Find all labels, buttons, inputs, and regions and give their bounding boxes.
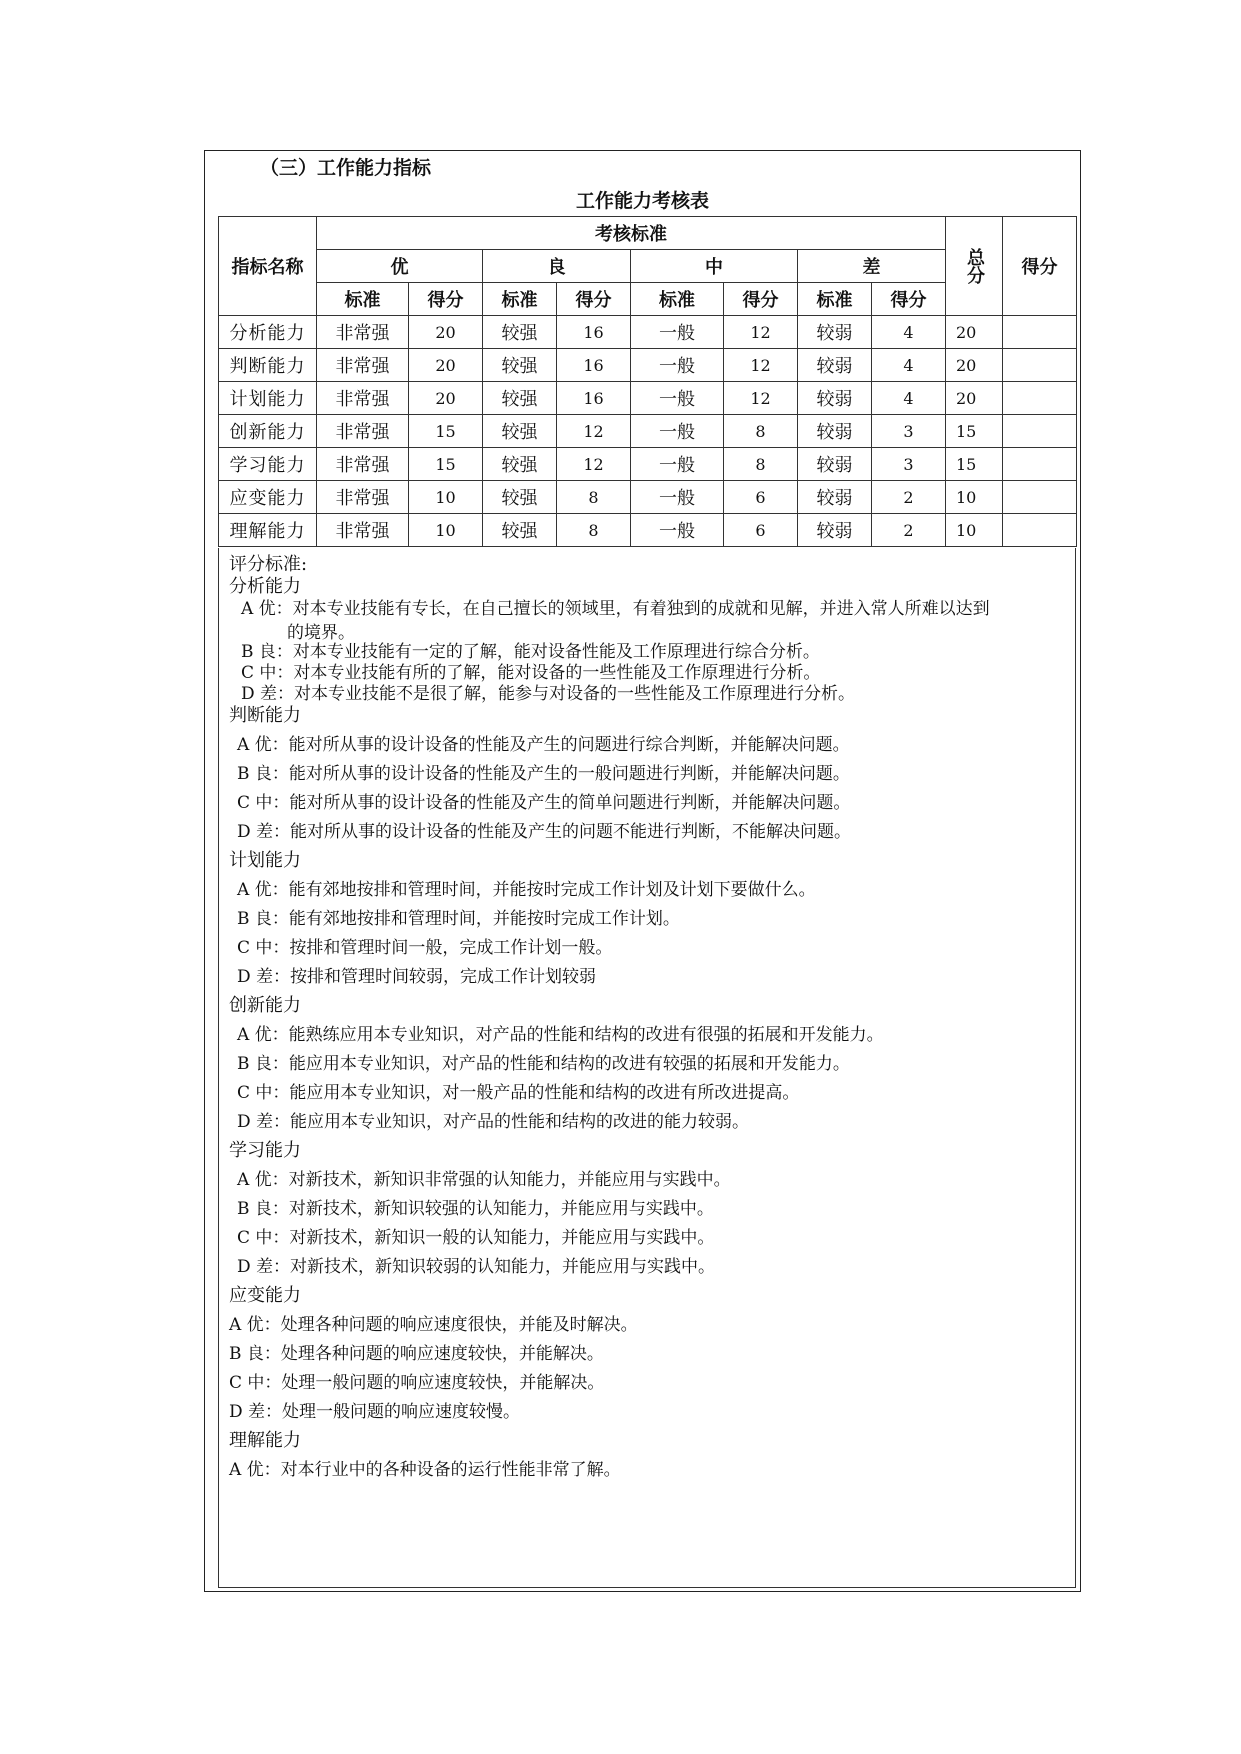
criteria-category: 理解能力 — [229, 1430, 301, 1451]
standard-cell: 一般 — [631, 316, 724, 349]
standard-cell: 较弱 — [798, 382, 872, 415]
criteria-line: C 中：处理一般问题的响应速度较快，并能解决。 — [229, 1373, 605, 1393]
standard-cell: 非常强 — [317, 382, 409, 415]
score-cell: 2 — [872, 481, 946, 514]
indicator-name: 应变能力 — [219, 481, 317, 514]
standard-cell: 较强 — [483, 514, 557, 547]
criteria-line: D 差：能对所从事的设计设备的性能及产生的问题不能进行判断，不能解决问题。 — [237, 822, 852, 842]
indicator-name: 理解能力 — [219, 514, 317, 547]
score-input-cell[interactable] — [1003, 448, 1077, 481]
standard-cell: 较弱 — [798, 481, 872, 514]
total-cell: 20 — [946, 382, 1003, 415]
standard-cell: 非常强 — [317, 415, 409, 448]
criteria-line: C 中：能应用本专业知识，对一般产品的性能和结构的改进有所改进提高。 — [237, 1083, 800, 1103]
standard-cell: 一般 — [631, 481, 724, 514]
standard-cell: 较弱 — [798, 514, 872, 547]
table-row — [219, 514, 1077, 547]
score-cell: 6 — [724, 514, 798, 547]
criteria-line: B 良：能有郊地按排和管理时间，并能按时完成工作计划。 — [237, 909, 680, 929]
scoring-criteria — [218, 548, 1076, 1588]
assessment-table — [218, 216, 1077, 547]
score-input-cell[interactable] — [1003, 316, 1077, 349]
score-input-cell[interactable] — [1003, 382, 1077, 415]
standard-cell: 较弱 — [798, 448, 872, 481]
score-cell: 16 — [557, 382, 631, 415]
criteria-line: B 良：能应用本专业知识，对产品的性能和结构的改进有较强的拓展和开发能力。 — [237, 1054, 850, 1074]
standard-cell: 较强 — [483, 481, 557, 514]
indicator-name: 分析能力 — [219, 316, 317, 349]
header-total: 总分 — [946, 217, 1003, 316]
score-cell: 8 — [557, 481, 631, 514]
header-level-poor: 差 — [798, 250, 946, 283]
score-cell: 6 — [724, 481, 798, 514]
standard-cell: 较强 — [483, 382, 557, 415]
total-cell: 10 — [946, 481, 1003, 514]
standard-cell: 较强 — [483, 349, 557, 382]
header-sub-standard: 标准 — [483, 283, 557, 316]
criteria-line: A 优：能对所从事的设计设备的性能及产生的问题进行综合判断，并能解决问题。 — [237, 735, 850, 755]
criteria-line: D 差：按排和管理时间较弱，完成工作计划较弱 — [237, 967, 597, 987]
standard-cell: 一般 — [631, 382, 724, 415]
score-cell: 10 — [409, 481, 483, 514]
total-cell: 20 — [946, 316, 1003, 349]
table-row — [219, 415, 1077, 448]
criteria-line: A 优：能熟练应用本专业知识，对产品的性能和结构的改进有很强的拓展和开发能力。 — [237, 1025, 884, 1045]
header-sub-standard: 标准 — [317, 283, 409, 316]
standard-cell: 较弱 — [798, 316, 872, 349]
header-score: 得分 — [1003, 217, 1077, 316]
criteria-line: C 中：能对所从事的设计设备的性能及产生的简单问题进行判断，并能解决问题。 — [237, 793, 851, 813]
criteria-line: B 良：对本专业技能有一定的了解，能对设备性能及工作原理进行综合分析。 — [241, 642, 820, 662]
table-title: 工作能力考核表 — [575, 190, 709, 212]
indicator-name: 计划能力 — [219, 382, 317, 415]
table-row — [219, 448, 1077, 481]
table-row — [219, 481, 1077, 514]
score-input-cell[interactable] — [1003, 514, 1077, 547]
criteria-category: 创新能力 — [229, 995, 301, 1016]
header-criteria: 考核标准 — [317, 217, 946, 250]
score-cell: 12 — [724, 349, 798, 382]
standard-cell: 较强 — [483, 316, 557, 349]
standard-cell: 非常强 — [317, 316, 409, 349]
criteria-line: A 优：对新技术，新知识非常强的认知能力，并能应用与实践中。 — [237, 1170, 731, 1190]
header-indicator: 指标名称 — [219, 217, 317, 316]
criteria-category: 判断能力 — [229, 705, 301, 726]
standard-cell: 较强 — [483, 415, 557, 448]
standard-cell: 一般 — [631, 514, 724, 547]
criteria-title: 评分标准: — [229, 554, 308, 575]
table-row — [219, 349, 1077, 382]
standard-cell: 非常强 — [317, 349, 409, 382]
score-cell: 4 — [872, 349, 946, 382]
header-sub-score: 得分 — [724, 283, 798, 316]
table-row — [219, 382, 1077, 415]
criteria-line: B 良：能对所从事的设计设备的性能及产生的一般问题进行判断，并能解决问题。 — [237, 764, 850, 784]
criteria-line: D 差：处理一般问题的响应速度较慢。 — [229, 1402, 521, 1422]
criteria-line: A 优：处理各种问题的响应速度很快，并能及时解决。 — [229, 1315, 638, 1335]
score-cell: 12 — [724, 316, 798, 349]
standard-cell: 非常强 — [317, 514, 409, 547]
criteria-line: A 优：对本行业中的各种设备的运行性能非常了解。 — [229, 1460, 621, 1480]
score-cell: 20 — [409, 349, 483, 382]
standard-cell: 非常强 — [317, 448, 409, 481]
score-cell: 8 — [557, 514, 631, 547]
criteria-category: 应变能力 — [229, 1285, 301, 1306]
score-input-cell[interactable] — [1003, 415, 1077, 448]
indicator-name: 判断能力 — [219, 349, 317, 382]
score-cell: 12 — [557, 415, 631, 448]
standard-cell: 非常强 — [317, 481, 409, 514]
score-cell: 16 — [557, 316, 631, 349]
criteria-line: D 差：能应用本专业知识，对产品的性能和结构的改进的能力较弱。 — [237, 1112, 750, 1132]
score-cell: 20 — [409, 382, 483, 415]
criteria-line: C 中：对新技术，新知识一般的认知能力，并能应用与实践中。 — [237, 1228, 715, 1248]
standard-cell: 一般 — [631, 448, 724, 481]
header-level-average: 中 — [631, 250, 798, 283]
header-sub-score: 得分 — [557, 283, 631, 316]
total-cell: 15 — [946, 415, 1003, 448]
criteria-line: B 良：处理各种问题的响应速度较快，并能解决。 — [229, 1344, 604, 1364]
score-cell: 20 — [409, 316, 483, 349]
score-input-cell[interactable] — [1003, 349, 1077, 382]
score-cell: 2 — [872, 514, 946, 547]
score-cell: 12 — [724, 382, 798, 415]
criteria-category: 分析能力 — [229, 576, 301, 597]
standard-cell: 较强 — [483, 448, 557, 481]
criteria-line: A 优：能有郊地按排和管理时间，并能按时完成工作计划及计划下要做什么。 — [237, 880, 816, 900]
standard-cell: 较弱 — [798, 415, 872, 448]
criteria-line: C 中：按排和管理时间一般，完成工作计划一般。 — [237, 938, 613, 958]
score-cell: 8 — [724, 448, 798, 481]
criteria-line: C 中：对本专业技能有所的了解，能对设备的一些性能及工作原理进行分析。 — [241, 663, 821, 683]
standard-cell: 一般 — [631, 349, 724, 382]
score-cell: 3 — [872, 448, 946, 481]
header-sub-score: 得分 — [872, 283, 946, 316]
criteria-line: B 良：对新技术，新知识较强的认知能力，并能应用与实践中。 — [237, 1199, 714, 1219]
score-cell: 3 — [872, 415, 946, 448]
header-sub-standard: 标准 — [798, 283, 872, 316]
standard-cell: 较弱 — [798, 349, 872, 382]
header-sub-standard: 标准 — [631, 283, 724, 316]
criteria-line: D 差：对新技术，新知识较弱的认知能力，并能应用与实践中。 — [237, 1257, 716, 1277]
header-level-excellent: 优 — [317, 250, 483, 283]
score-cell: 4 — [872, 382, 946, 415]
table-row — [219, 316, 1077, 349]
total-cell: 20 — [946, 349, 1003, 382]
total-cell: 15 — [946, 448, 1003, 481]
section-heading: （三）工作能力指标 — [260, 157, 432, 179]
score-cell: 10 — [409, 514, 483, 547]
score-cell: 8 — [724, 415, 798, 448]
header-level-good: 良 — [483, 250, 631, 283]
score-cell: 12 — [557, 448, 631, 481]
header-sub-score: 得分 — [409, 283, 483, 316]
standard-cell: 一般 — [631, 415, 724, 448]
criteria-line: 的境界。 — [287, 623, 355, 643]
score-cell: 16 — [557, 349, 631, 382]
score-input-cell[interactable] — [1003, 481, 1077, 514]
score-cell: 15 — [409, 415, 483, 448]
criteria-line: A 优：对本专业技能有专长，在自己擅长的领域里，有着独到的成就和见解，并进入常人所难以达到 — [241, 599, 990, 619]
score-cell: 15 — [409, 448, 483, 481]
criteria-category: 学习能力 — [229, 1140, 301, 1161]
total-cell: 10 — [946, 514, 1003, 547]
criteria-line: D 差：对本专业技能不是很了解，能参与对设备的一些性能及工作原理进行分析。 — [241, 684, 856, 704]
indicator-name: 创新能力 — [219, 415, 317, 448]
indicator-name: 学习能力 — [219, 448, 317, 481]
criteria-category: 计划能力 — [229, 850, 301, 871]
score-cell: 4 — [872, 316, 946, 349]
